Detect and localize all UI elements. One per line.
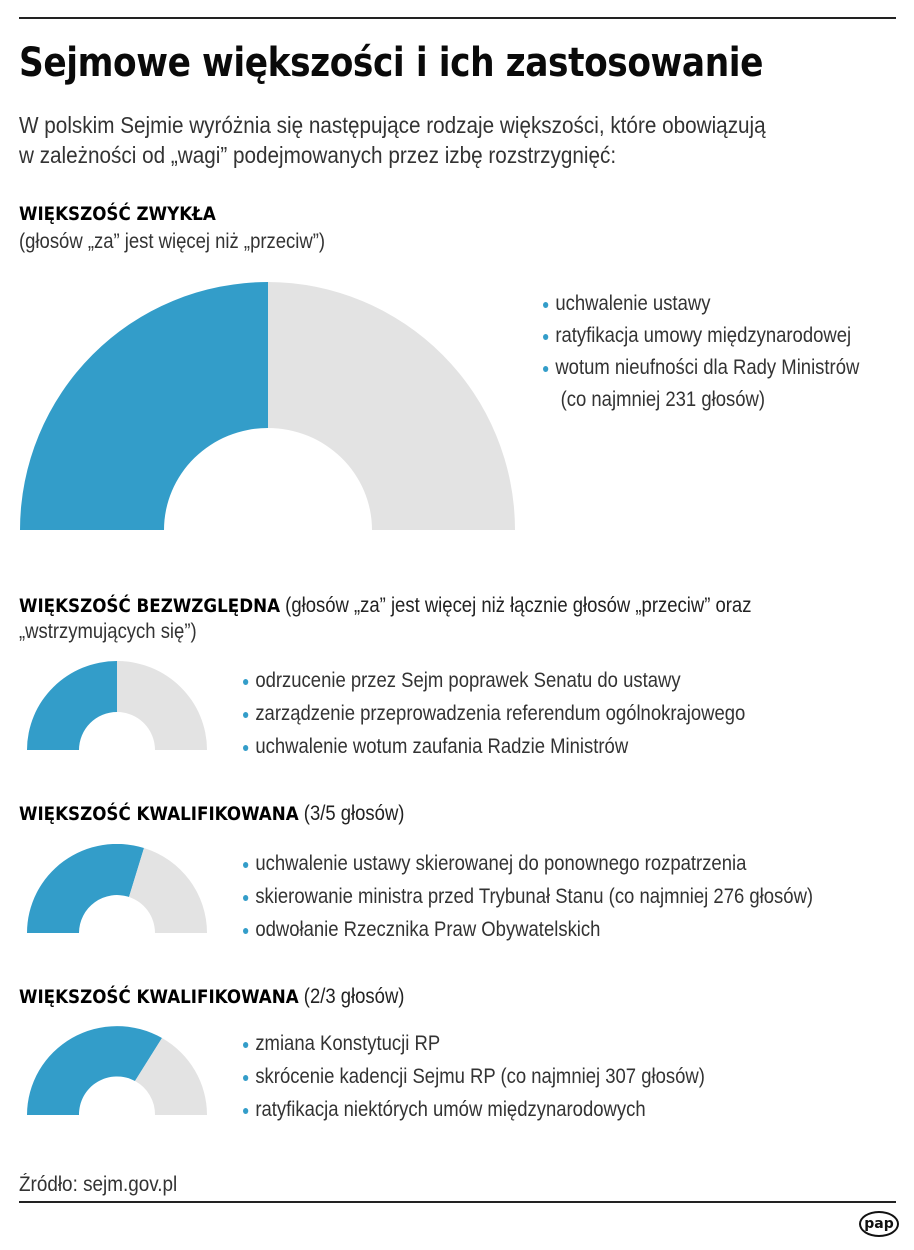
- section-heading-qualified-3-5: WIĘKSZOŚĆ KWALIFIKOWANA (3/5 głosów): [19, 802, 405, 825]
- page-title: Sejmowe większości i ich zastosowanie: [19, 40, 764, 86]
- list-item: ratyfikacja umowy międzynarodowej: [543, 320, 859, 352]
- section-note-simple: (głosów „za” jest więcej niż „przeciw”): [19, 230, 326, 253]
- source-note: Źródło: sejm.gov.pl: [19, 1173, 178, 1196]
- bullet-icon: [243, 1042, 248, 1048]
- section-note-absolute-cont: „wstrzymujących się”): [19, 620, 197, 643]
- list-item: ratyfikacja niektórych umów międzynarodowych: [243, 1093, 705, 1126]
- list-item: uchwalenie ustawy skierowanej do ponownego rozpatrzenia: [243, 847, 813, 880]
- bullet-icon: [243, 928, 248, 934]
- list-item: odwołanie Rzecznika Praw Obywatelskich: [243, 913, 813, 946]
- list-simple-majority: [543, 288, 902, 416]
- list-qualified-2-3: [243, 1027, 768, 1126]
- bullet-icon: [243, 679, 248, 685]
- bullet-icon: [243, 895, 248, 901]
- bullet-icon: [243, 1108, 248, 1114]
- bullet-icon: [243, 745, 248, 751]
- pap-logo: pap: [859, 1211, 899, 1237]
- gauge-qualified-2-3: [27, 1026, 207, 1116]
- gauge-qualified-3-5: [27, 844, 207, 934]
- bullet-icon: [243, 712, 248, 718]
- bullet-icon: [543, 366, 548, 372]
- list-absolute-majority: [243, 664, 814, 763]
- list-item: uchwalenie wotum zaufania Radzie Ministrów: [243, 730, 745, 763]
- list-item: skierowanie ministra przed Trybunał Stanu (co najmniej 276 głosów): [243, 880, 813, 913]
- list-item: skrócenie kadencji Sejmu RP (co najmniej 307 głosów): [243, 1060, 705, 1093]
- top-rule: [19, 17, 896, 19]
- list-item-continuation: (co najmniej 231 głosów): [560, 388, 766, 411]
- bullet-icon: [543, 334, 548, 340]
- gauge-absolute-majority: [27, 661, 207, 751]
- bottom-rule: [19, 1201, 896, 1203]
- list-item: odrzucenie przez Sejm poprawek Senatu do ustawy: [243, 664, 745, 697]
- bullet-icon: [243, 862, 248, 868]
- list-item: wotum nieufności dla Rady Ministrów: [543, 352, 859, 384]
- intro-text: [19, 110, 820, 170]
- intro-line-2: w zależności od „wagi” podejmowanych przez izbę rozstrzygnięć:: [19, 142, 617, 168]
- list-item: uchwalenie ustawy: [543, 288, 859, 320]
- list-qualified-3-5: [243, 847, 891, 946]
- section-heading-simple: WIĘKSZOŚĆ ZWYKŁA: [19, 203, 216, 225]
- gauge-simple-majority: [20, 282, 516, 531]
- list-item: zmiana Konstytucji RP: [243, 1027, 705, 1060]
- bullet-icon: [243, 1075, 248, 1081]
- bullet-icon: [543, 302, 548, 308]
- section-heading-absolute: WIĘKSZOŚĆ BEZWZGLĘDNA (głosów „za” jest więcej niż łącznie głosów „przeciw” oraz: [19, 594, 752, 617]
- section-heading-qualified-2-3: WIĘKSZOŚĆ KWALIFIKOWANA (2/3 głosów): [19, 985, 405, 1008]
- list-item: zarządzenie przeprowadzenia referendum ogólnokrajowego: [243, 697, 745, 730]
- intro-line-1: W polskim Sejmie wyróżnia się następujące rodzaje większości, które obowiązują: [19, 112, 766, 138]
